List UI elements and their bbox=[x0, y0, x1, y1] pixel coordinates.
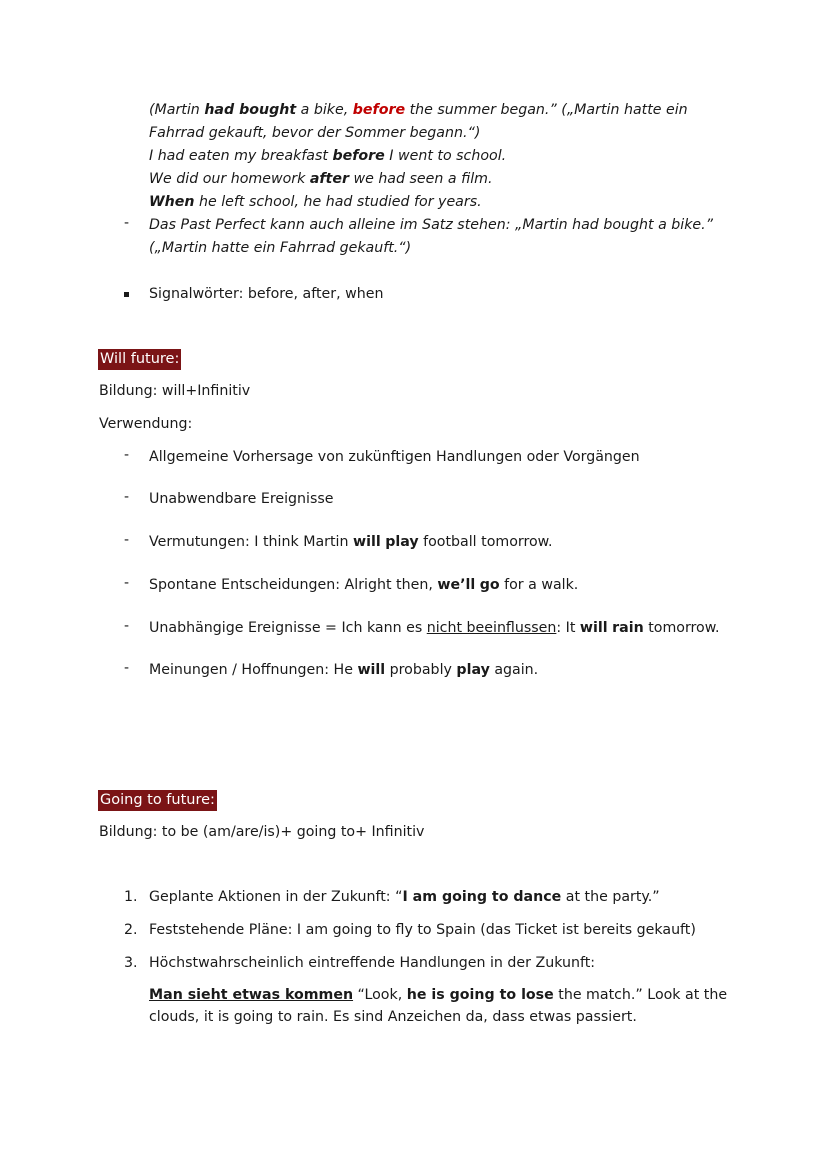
will-item-assumptions: Vermutungen: I think Martin will play football tomorrow. bbox=[149, 534, 553, 550]
dash-bullet: - bbox=[124, 489, 130, 505]
going-to-detail-line-1: Man sieht etwas kommen “Look, he is going to lose the match.” Look at the bbox=[149, 987, 728, 1003]
dash-bullet: - bbox=[124, 215, 130, 231]
will-item-opinions: Meinungen / Hoffnungen: He will probably play again. bbox=[149, 662, 539, 678]
dash-bullet: - bbox=[124, 660, 130, 676]
example-line-4: We did our homework after we had seen a film. bbox=[149, 171, 493, 187]
going-to-item-planned: Geplante Aktionen in der Zukunft: “I am going to dance at the party.” bbox=[149, 889, 660, 905]
going-to-future-heading: Going to future: bbox=[98, 790, 217, 811]
dash-bullet: - bbox=[124, 618, 130, 634]
going-to-item-likely: Höchstwahrscheinlich eintreffende Handlungen in der Zukunft: bbox=[149, 955, 596, 971]
will-item-unavoidable: Unabwendbare Ereignisse bbox=[149, 491, 334, 507]
list-number: 1. bbox=[124, 889, 138, 905]
going-to-detail-line-2: clouds, it is going to rain. Es sind Anzeichen da, dass etwas passiert. bbox=[149, 1009, 637, 1025]
standalone-line-1: Das Past Perfect kann auch alleine im Satz stehen: „Martin had bought a bike.” bbox=[149, 217, 714, 233]
square-bullet-icon bbox=[124, 292, 129, 297]
going-to-bildung: Bildung: to be (am/are/is)+ going to+ Infinitiv bbox=[99, 824, 425, 840]
example-line-1: (Martin had bought a bike, before the summer began.” („Martin hatte ein bbox=[149, 102, 688, 118]
will-future-heading: Will future: bbox=[98, 349, 181, 370]
dash-bullet: - bbox=[124, 575, 130, 591]
going-to-item-fixed-plans: Feststehende Pläne: I am going to fly to Spain (das Ticket ist bereits gekauft) bbox=[149, 922, 696, 938]
example-line-5: When he left school, he had studied for years. bbox=[149, 194, 482, 210]
dash-bullet: - bbox=[124, 447, 130, 463]
standalone-line-2: („Martin hatte ein Fahrrad gekauft.“) bbox=[149, 240, 412, 256]
signal-words: Signalwörter: before, after, when bbox=[149, 286, 384, 302]
will-item-spontaneous: Spontane Entscheidungen: Alright then, we’ll go for a walk. bbox=[149, 577, 579, 593]
will-item-prediction: Allgemeine Vorhersage von zukünftigen Handlungen oder Vorgängen bbox=[149, 449, 640, 465]
list-number: 3. bbox=[124, 955, 138, 971]
example-line-2: Fahrrad gekauft, bevor der Sommer begann.“) bbox=[149, 125, 481, 141]
dash-bullet: - bbox=[124, 532, 130, 548]
example-line-3: I had eaten my breakfast before I went to school. bbox=[149, 148, 507, 164]
will-item-independent: Unabhängige Ereignisse = Ich kann es nicht beeinflussen: It will rain tomorrow. bbox=[149, 620, 720, 636]
will-verwendung: Verwendung: bbox=[99, 416, 193, 432]
will-bildung: Bildung: will+Infinitiv bbox=[99, 383, 251, 399]
list-number: 2. bbox=[124, 922, 138, 938]
